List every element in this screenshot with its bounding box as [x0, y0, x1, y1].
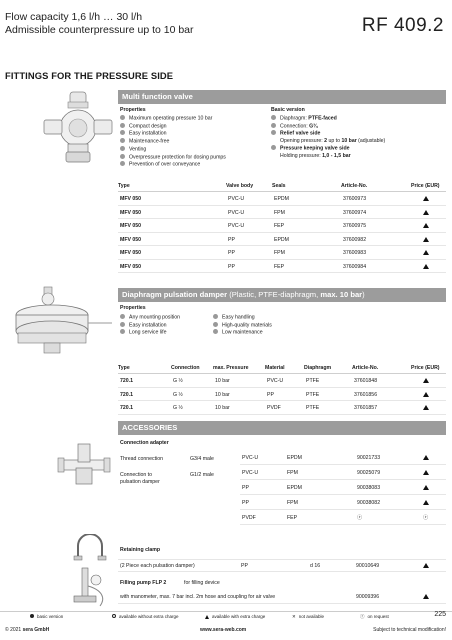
- cell: 90038083: [357, 485, 381, 491]
- multi-table-row: [118, 207, 446, 220]
- damper-property: Low maintenance: [213, 329, 313, 337]
- adapter-table-row: [240, 497, 446, 510]
- available-with-charge-icon: [423, 210, 429, 215]
- multi-property: Venting: [120, 146, 270, 154]
- filling-pump-desc: for filling device: [184, 580, 220, 586]
- cell: 10 bar: [215, 405, 230, 411]
- filling-pump-title: Filling pump FLP 2: [120, 580, 167, 586]
- col-type: Type: [118, 365, 130, 371]
- available-with-charge-icon: [423, 500, 429, 505]
- filled-dot-icon: [30, 614, 34, 618]
- col-type: Type: [118, 183, 130, 189]
- damper-table-header: [118, 362, 446, 374]
- damper-property: Easy installation: [120, 322, 210, 330]
- multi-properties-title: Properties: [120, 107, 146, 113]
- clamp-size: d 16: [310, 563, 321, 569]
- damper-property: Easy handling: [213, 314, 313, 322]
- basic-value: G¾: [309, 123, 318, 130]
- legend-on-request: [360, 614, 389, 620]
- basic-label: up to: [327, 138, 342, 145]
- cell: FPM: [287, 500, 298, 506]
- on-request-icon: ⓡ: [423, 515, 429, 521]
- damper-table-row: [118, 375, 446, 388]
- col-connection: Connection: [171, 365, 200, 371]
- cell: 90021733: [357, 455, 381, 461]
- col-article-no: Article-No.: [341, 183, 368, 189]
- adapter-table-row: [240, 452, 446, 465]
- basic-label: Diaphragm:: [280, 115, 309, 122]
- cell: 37600975: [343, 223, 367, 229]
- thread-connection-value: G3/4 male: [190, 456, 214, 462]
- col-price: Price (EUR): [411, 183, 440, 189]
- cell: 37600982: [343, 236, 367, 243]
- basic-version-title: Basic version: [271, 107, 305, 113]
- multi-properties-list: [120, 115, 270, 169]
- basic-value: 2: [324, 138, 328, 145]
- clamp-material: PP: [241, 563, 248, 569]
- damper-connection-label-1: Connection to: [120, 472, 153, 478]
- available-with-charge-icon: [423, 392, 429, 397]
- cell: PTFE: [306, 391, 320, 398]
- hollow-dot-icon: [112, 614, 116, 618]
- available-with-charge-icon: [423, 470, 429, 475]
- legend-label: on request: [367, 614, 389, 619]
- cell: FPM: [287, 470, 298, 476]
- product-code: RF 409.2: [361, 15, 444, 36]
- website-link[interactable]: www.sera-web.com: [200, 627, 247, 633]
- available-with-charge-icon: [423, 485, 429, 490]
- basic-value: 1,0 - 1,5 bar: [322, 153, 351, 160]
- damper-bar-note: (Plastic, PTFE-diaphragm,: [227, 290, 321, 299]
- cell: PVC-U: [228, 209, 245, 216]
- pulsation-damper-image: [6, 285, 116, 357]
- available-with-charge-icon: [423, 196, 429, 201]
- available-with-charge-icon: [423, 378, 429, 383]
- cell: 37600983: [343, 250, 367, 256]
- connection-adapter-image: [56, 440, 112, 488]
- cell: PTFE: [306, 405, 320, 411]
- filling-pump-image: [62, 566, 110, 610]
- damper-bar-title: Diaphragm pulsation damper: [122, 290, 228, 299]
- thread-connection-label: Thread connection: [120, 456, 163, 462]
- legend-label: available with extra charge: [212, 614, 266, 619]
- footer-divider: [0, 611, 452, 612]
- cell: PP: [242, 485, 249, 491]
- cell: FPM: [274, 209, 285, 216]
- filling-pump-line: [120, 580, 166, 587]
- cell: PP: [242, 500, 249, 506]
- col-seals: Seals: [272, 183, 286, 189]
- basic-label: Holding pressure:: [280, 153, 323, 160]
- damper-connection-value: G1/2 male: [190, 472, 214, 478]
- basic-heading: Pressure keeping valve side: [271, 145, 446, 153]
- multi-table-row: [118, 247, 446, 260]
- basic-label: Opening pressure:: [280, 138, 325, 145]
- basic-version-list: [271, 115, 446, 160]
- cell: PP: [228, 250, 235, 256]
- triangle-icon: [205, 615, 209, 619]
- cell: FEP: [287, 515, 298, 521]
- multi-table-header: [118, 180, 446, 192]
- cell: 90025079: [357, 470, 381, 476]
- filling-pump-row: [118, 591, 446, 604]
- adapter-table-row: [240, 512, 446, 525]
- cell: 37601857: [354, 405, 378, 411]
- cell: PP: [228, 236, 235, 243]
- damper-property: Long service life: [120, 329, 210, 337]
- legend-label: available without extra charge: [119, 614, 179, 619]
- legend-label: basic version: [37, 614, 64, 619]
- adapter-table-row: [240, 467, 446, 480]
- available-with-charge-icon: [423, 405, 429, 410]
- damper-table-row: [118, 389, 446, 402]
- cell: PVC-U: [242, 470, 259, 476]
- cell: 10 bar: [215, 378, 230, 384]
- col-diaphragm: Diaphragm: [304, 365, 332, 371]
- clamp-row: [118, 559, 446, 572]
- damper-property: Any mounting position: [120, 314, 210, 322]
- legend-not-available: [292, 614, 324, 620]
- page-number: 225: [434, 611, 446, 618]
- available-with-charge-icon: [423, 237, 429, 242]
- cell: 90038082: [357, 500, 381, 506]
- multi-property: Maintenance-free: [120, 138, 270, 146]
- multi-function-valve-image: [42, 88, 114, 166]
- cell: EPDM: [274, 196, 289, 202]
- cell: 720.1: [120, 405, 133, 411]
- company-name: sera GmbH: [22, 627, 50, 633]
- cell: EPDM: [274, 236, 289, 243]
- basic-value: PTFE-faced: [308, 115, 337, 122]
- col-material: Material: [265, 365, 285, 371]
- section-title: FITTINGS FOR THE PRESSURE SIDE: [5, 70, 174, 81]
- retaining-clamp-title: Retaining clamp: [120, 547, 161, 553]
- cell: MFV 050: [120, 196, 142, 202]
- clamp-desc: (2 Piece each pulsation damper): [120, 563, 195, 569]
- cell: 37600973: [343, 196, 367, 202]
- cell: PVC-U: [228, 223, 245, 229]
- filling-pump-article-no: 90009396: [356, 594, 380, 600]
- accessories-bar: ACCESSORIES: [118, 421, 446, 435]
- damper-bar-pressure: max. 10 bar: [320, 290, 363, 299]
- cell: G ½: [173, 391, 183, 398]
- legend-basic: [30, 614, 63, 619]
- on-request-icon: ⓡ: [357, 515, 363, 521]
- cell: PVC-U: [242, 455, 259, 461]
- cell: MFV 050: [120, 263, 142, 270]
- request-icon: ⓡ: [360, 614, 365, 619]
- connection-adapter-title: Connection adapter: [120, 440, 169, 446]
- cell: PVDF: [242, 515, 256, 521]
- header-subtitle-2: Admissible counterpressure up to 10 bar: [5, 24, 194, 36]
- available-with-charge-icon: [423, 223, 429, 228]
- available-with-charge-icon: [423, 264, 429, 269]
- cell: G ½: [173, 405, 183, 411]
- col-max-pressure: max. Pressure: [213, 365, 249, 371]
- cell: FPM: [274, 250, 285, 256]
- available-with-charge-icon: [423, 250, 429, 255]
- available-with-charge-icon: [423, 455, 429, 460]
- retaining-clamp-image: [72, 534, 108, 562]
- cell: PVC-U: [267, 378, 284, 384]
- multi-property: Easy installation: [120, 130, 270, 138]
- cell: EPDM: [287, 455, 302, 461]
- filling-pump-spec: with manometer, max. 7 bar incl. 2m hose and coupling for air valve: [120, 594, 276, 600]
- clamp-article-no: 90010649: [356, 563, 380, 569]
- cell: 720.1: [120, 378, 133, 384]
- cell: PVC-U: [228, 196, 245, 202]
- legend-charge: [205, 614, 265, 619]
- damper-connection-label-2: pulsation damper: [120, 479, 160, 485]
- available-with-charge-icon: [423, 594, 429, 599]
- basic-heading: Relief valve side: [271, 130, 446, 138]
- multi-table-row: [118, 261, 446, 274]
- multi-function-valve-bar: Multi function valve: [118, 90, 446, 104]
- modification-note: Subject to technical modification!: [373, 627, 446, 633]
- cell: MFV 050: [120, 250, 142, 256]
- cell: PTFE: [306, 378, 320, 384]
- cell: PVDF: [267, 405, 281, 411]
- damper-properties-col2: [213, 314, 313, 337]
- basic-label: Connection:: [280, 123, 310, 130]
- adapter-table-row: [240, 482, 446, 495]
- pulsation-damper-bar: [118, 288, 446, 302]
- damper-property: High-quality materials: [213, 322, 313, 330]
- cell: 720.1: [120, 391, 133, 398]
- damper-table-row: [118, 402, 446, 415]
- multi-table-row: [118, 234, 446, 247]
- legend-label: not available: [298, 614, 325, 619]
- basic-value: 10 bar: [341, 138, 357, 145]
- multi-table-row: [118, 193, 446, 206]
- cell: FEP: [274, 263, 285, 270]
- multi-property: Maximum operating pressure 10 bar: [120, 115, 270, 123]
- cell: 10 bar: [215, 391, 230, 398]
- col-price: Price (EUR): [411, 365, 440, 371]
- damper-bar-end: ): [362, 290, 365, 299]
- multi-property: Compact design: [120, 123, 270, 131]
- cell: 37600984: [343, 263, 367, 270]
- cell: 37601856: [354, 391, 378, 398]
- cell: MFV 050: [120, 209, 142, 216]
- cell: G ½: [173, 378, 183, 384]
- cell: PP: [267, 391, 274, 398]
- multi-property: Prevention of over conveyance: [120, 161, 270, 169]
- cell: 37600974: [343, 209, 367, 216]
- legend-free: [112, 614, 179, 619]
- copyright-text: © 2021: [5, 627, 23, 633]
- copyright: [5, 627, 49, 633]
- col-article-no: Article-No.: [352, 365, 379, 371]
- col-valve-body: Valve body: [226, 183, 254, 189]
- damper-properties-title: Properties: [120, 305, 146, 311]
- cell: MFV 050: [120, 236, 142, 243]
- available-with-charge-icon: [423, 563, 429, 568]
- cell: MFV 050: [120, 223, 142, 229]
- header-subtitle-1: Flow capacity 1,6 l/h … 30 l/h: [5, 11, 143, 23]
- cross-icon: ✕: [292, 614, 296, 619]
- basic-label: (adjustable): [356, 138, 386, 145]
- cell: FEP: [274, 223, 285, 229]
- multi-table-row: [118, 220, 446, 233]
- cell: PP: [228, 263, 235, 270]
- damper-properties-col1: [120, 314, 210, 337]
- multi-property: Overpressure protection for dosing pumps: [120, 154, 270, 162]
- cell: EPDM: [287, 485, 302, 491]
- cell: 37601848: [354, 378, 378, 384]
